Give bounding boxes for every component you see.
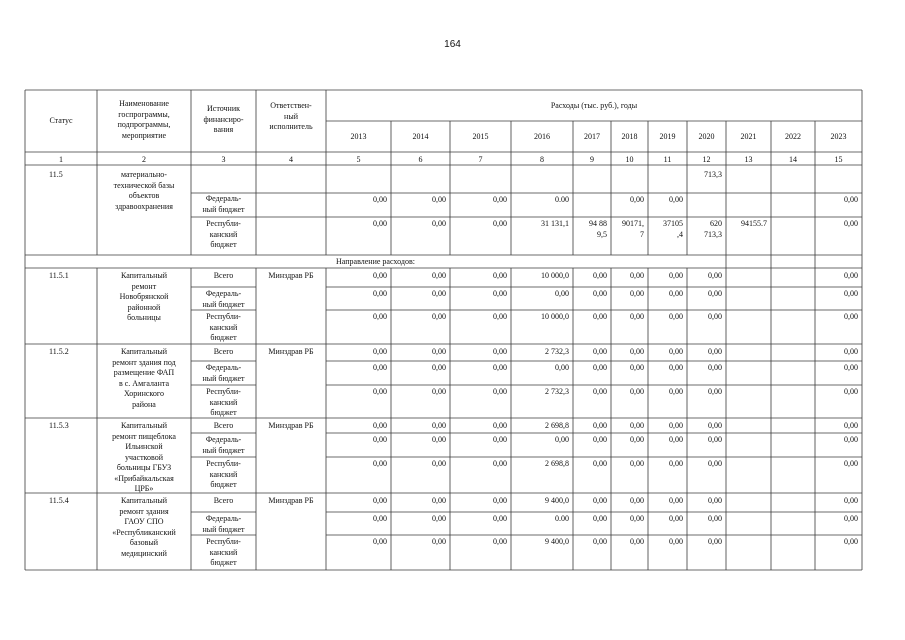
value-cell: 0,00 (593, 271, 607, 280)
header-executor: ный (284, 111, 298, 121)
row-name: Капитальный (120, 496, 168, 505)
value-cell: 0.00 (555, 514, 569, 523)
row-name: Хоринского (124, 389, 164, 398)
value-cell: 10 000,0 (541, 312, 569, 321)
row-status: 11.5.2 (49, 347, 69, 356)
value-cell: 0.00 (555, 195, 569, 204)
header-year: 2015 (472, 132, 489, 141)
source-federal: ный бюджет (202, 373, 245, 383)
source-total: Всего (213, 496, 234, 505)
source-federal: ный бюджет (202, 524, 245, 534)
value-cell: 0,00 (669, 435, 683, 444)
value-cell: 0,00 (493, 387, 507, 396)
value-cell: 0,00 (593, 496, 607, 505)
value-cell: 0,00 (669, 496, 683, 505)
row-name: ЦРБ» (134, 484, 154, 493)
page-number: 164 (444, 39, 461, 50)
value-cell: 0,00 (630, 496, 644, 505)
value-cell: 0,00 (555, 363, 569, 372)
value-cell: 0,00 (432, 271, 446, 280)
value-cell: 0,00 (708, 271, 722, 280)
column-number: 8 (540, 155, 544, 164)
source-total: Всего (213, 347, 234, 356)
value-cell: 9,5 (597, 229, 607, 239)
value-cell: 0,00 (432, 387, 446, 396)
source-federal: Федераль- (205, 289, 242, 298)
row-name: «Республиканский (112, 527, 176, 537)
value-cell: 0,00 (708, 459, 722, 468)
value-cell: 713,3 (704, 229, 722, 239)
value-cell: 713,3 (704, 170, 722, 179)
row-name: технической базы (113, 180, 175, 190)
value-cell: 0,00 (669, 459, 683, 468)
value-cell: 0,00 (669, 271, 683, 280)
value-cell: 0,00 (593, 347, 607, 356)
value-cell: 7 (640, 229, 644, 239)
value-cell: 0,00 (555, 289, 569, 298)
value-cell: 0,00 (593, 387, 607, 396)
header-year: 2020 (698, 132, 715, 141)
value-cell: 0,00 (593, 514, 607, 523)
header-year: 2022 (785, 132, 801, 141)
value-cell: 0,00 (708, 435, 722, 444)
source-republic: Республи- (206, 459, 241, 468)
row-name: размещение ФАП (113, 368, 175, 377)
value-cell: 0,00 (844, 363, 858, 372)
source-federal: ный бюджет (202, 299, 245, 309)
header-year: 2013 (350, 132, 367, 141)
column-number: 3 (221, 155, 226, 164)
column-number: 6 (418, 155, 423, 164)
source-republic: канский (209, 322, 238, 332)
source-republic: Республи- (206, 387, 241, 396)
row-name: здравоохранения (115, 201, 173, 211)
value-cell: 2 698,8 (545, 421, 569, 430)
row-executor: Минздрав РБ (268, 271, 314, 280)
source-federal: Федераль- (205, 194, 242, 203)
value-cell: 0,00 (669, 421, 683, 430)
value-cell: 94155.7 (741, 219, 767, 228)
value-cell: 0,00 (493, 312, 507, 321)
source-republic: канский (209, 469, 238, 479)
value-cell: 0,00 (432, 514, 446, 523)
row-name: больницы (127, 313, 161, 322)
value-cell: 0,00 (844, 421, 858, 430)
value-cell: 0,00 (844, 219, 858, 228)
header-year: 2021 (740, 132, 757, 141)
source-federal: ный бюджет (202, 445, 245, 455)
value-cell: 0,00 (373, 289, 387, 298)
row-name: в с. Амгаланта (118, 378, 170, 388)
header-year: 2017 (584, 132, 600, 141)
source-republic: бюджет (210, 558, 237, 567)
value-cell: 0,00 (844, 514, 858, 523)
header-source: вания (213, 125, 234, 134)
value-cell: 0,00 (432, 496, 446, 505)
value-cell: 0,00 (373, 387, 387, 396)
row-name: Капитальный (120, 271, 168, 280)
source-republic: бюджет (210, 333, 237, 342)
value-cell: 0,00 (630, 459, 644, 468)
value-cell: 2 698,8 (545, 459, 569, 468)
value-cell: 0,00 (844, 312, 858, 321)
value-cell: 0,00 (630, 271, 644, 280)
header-source: Источник (207, 104, 240, 113)
value-cell: 0,00 (844, 496, 858, 505)
column-number: 1 (59, 155, 63, 164)
header-executor: Ответствен- (270, 101, 312, 110)
value-cell: 0,00 (432, 537, 446, 546)
value-cell: 0,00 (593, 312, 607, 321)
value-cell: 0,00 (593, 289, 607, 298)
value-cell: 0,00 (432, 459, 446, 468)
value-cell: 0,00 (593, 435, 607, 444)
value-cell: 0,00 (669, 537, 683, 546)
value-cell: 0,00 (493, 271, 507, 280)
value-cell: 0,00 (844, 537, 858, 546)
value-cell: 0,00 (708, 289, 722, 298)
row-status: 11.5.3 (49, 421, 69, 430)
value-cell: 0,00 (708, 347, 722, 356)
value-cell: 0,00 (844, 347, 858, 356)
row-status: 11.5.1 (49, 271, 69, 280)
source-republic: Республи- (206, 219, 241, 228)
value-cell: 0,00 (844, 459, 858, 468)
source-republic: канский (209, 397, 238, 407)
value-cell: 0,00 (630, 312, 644, 321)
header-status: Статус (49, 116, 73, 125)
value-cell: 0,00 (708, 514, 722, 523)
value-cell: 0,00 (593, 459, 607, 468)
value-cell: 0,00 (708, 312, 722, 321)
row-name: района (132, 399, 156, 409)
row-name: Ильинской (125, 442, 163, 451)
direction-label: Направление расходов: (336, 257, 415, 266)
value-cell: 0,00 (493, 496, 507, 505)
row-name: ремонт здания (119, 506, 169, 516)
source-republic: бюджет (210, 408, 237, 417)
column-number: 10 (625, 155, 634, 164)
value-cell: 0,00 (432, 347, 446, 356)
value-cell: 0,00 (593, 421, 607, 430)
row-name: Новобрянской (119, 292, 169, 301)
value-cell: 0,00 (669, 195, 683, 204)
header-executor: исполнитель (269, 122, 313, 131)
source-republic: бюджет (210, 240, 237, 249)
value-cell: 0,00 (432, 195, 446, 204)
column-number: 2 (142, 155, 146, 164)
value-cell: 10 000,0 (541, 271, 569, 280)
row-name: «Прибайкальская (114, 473, 174, 483)
value-cell: 0,00 (844, 289, 858, 298)
value-cell: 0,00 (555, 435, 569, 444)
value-cell: 2 732,3 (545, 387, 569, 396)
value-cell: 0,00 (708, 387, 722, 396)
value-cell: 0,00 (432, 435, 446, 444)
row-executor: Минздрав РБ (268, 496, 314, 505)
value-cell: 620 (710, 219, 722, 228)
column-number: 14 (789, 155, 797, 164)
value-cell: 0,00 (630, 289, 644, 298)
row-name: медицинский (121, 548, 167, 558)
header-year: 2016 (534, 132, 550, 141)
row-executor: Минздрав РБ (268, 421, 314, 430)
value-cell: 2 732,3 (545, 347, 569, 356)
value-cell: 0,00 (493, 421, 507, 430)
row-name: районной (127, 302, 161, 312)
value-cell: 0,00 (373, 271, 387, 280)
source-federal: ный бюджет (202, 204, 245, 214)
row-executor: Минздрав РБ (268, 347, 314, 356)
header-name: мероприятие (121, 130, 167, 140)
value-cell: 0,00 (630, 195, 644, 204)
value-cell: 0,00 (593, 537, 607, 546)
header-year: 2023 (830, 132, 847, 141)
source-republic: бюджет (210, 480, 237, 489)
value-cell: 0,00 (493, 363, 507, 372)
source-federal: Федераль- (205, 363, 242, 372)
row-name: объектов (128, 191, 160, 200)
header-year: 2018 (621, 132, 638, 141)
header-expenses: Расходы (тыс. руб.), годы (550, 101, 638, 110)
value-cell: 0,00 (432, 219, 446, 228)
value-cell: 0,00 (708, 496, 722, 505)
value-cell: 0,00 (373, 347, 387, 356)
row-name: Капитальный (120, 347, 168, 356)
source-republic: Республи- (206, 312, 241, 321)
value-cell: 9 400,0 (545, 496, 569, 505)
row-name: ремонт (131, 281, 157, 291)
value-cell: 0,00 (493, 195, 507, 204)
row-name: участковой (124, 452, 164, 462)
value-cell: 0,00 (373, 496, 387, 505)
source-federal: Федераль- (205, 435, 242, 444)
value-cell: ,4 (677, 229, 683, 239)
value-cell: 0,00 (669, 514, 683, 523)
value-cell: 0,00 (493, 219, 507, 228)
value-cell: 94 88 (589, 219, 607, 228)
value-cell: 37105 (663, 219, 683, 228)
value-cell: 0,00 (493, 435, 507, 444)
value-cell: 0,00 (432, 289, 446, 298)
row-status: 11.5 (49, 170, 63, 179)
source-republic: канский (209, 547, 238, 557)
value-cell: 31 131,1 (541, 219, 569, 228)
header-name: подпрограммы, (117, 120, 171, 129)
value-cell: 0,00 (630, 387, 644, 396)
row-status: 11.5.4 (49, 496, 69, 505)
value-cell: 0,00 (630, 435, 644, 444)
header-year: 2014 (412, 132, 429, 141)
column-number: 7 (478, 155, 483, 164)
value-cell: 0,00 (708, 421, 722, 430)
row-name: ремонт здания под (112, 357, 176, 367)
column-number: 11 (663, 155, 672, 164)
value-cell: 0,00 (373, 459, 387, 468)
row-name: Капитальный (120, 421, 168, 430)
column-number: 5 (356, 155, 361, 164)
value-cell: 0,00 (844, 271, 858, 280)
row-name: ремонт пищеблока (112, 431, 176, 441)
value-cell: 0,00 (708, 363, 722, 372)
value-cell: 0,00 (373, 435, 387, 444)
value-cell: 0,00 (432, 363, 446, 372)
value-cell: 0,00 (630, 514, 644, 523)
header-source: финансиро- (203, 114, 244, 124)
header-year: 2019 (659, 132, 676, 141)
column-number: 13 (744, 155, 753, 164)
column-number: 9 (590, 155, 594, 164)
value-cell: 0,00 (630, 347, 644, 356)
source-total: Всего (213, 271, 234, 280)
value-cell: 0,00 (432, 421, 446, 430)
value-cell: 0,00 (630, 421, 644, 430)
value-cell: 0,00 (493, 514, 507, 523)
row-name: базовый (129, 538, 159, 547)
row-name: ГАОУ СПО (124, 517, 164, 526)
source-federal: Федераль- (205, 514, 242, 523)
value-cell: 0,00 (669, 312, 683, 321)
column-number: 12 (702, 155, 711, 164)
value-cell: 0,00 (844, 195, 858, 204)
value-cell: 0,00 (669, 387, 683, 396)
value-cell: 0,00 (493, 289, 507, 298)
value-cell: 0,00 (669, 289, 683, 298)
value-cell: 0,00 (630, 363, 644, 372)
value-cell: 0,00 (493, 459, 507, 468)
value-cell: 0,00 (373, 195, 387, 204)
value-cell: 90171, (622, 219, 644, 228)
header-name: Наименование (119, 99, 169, 108)
value-cell: 0,00 (593, 363, 607, 372)
value-cell: 0,00 (844, 435, 858, 444)
value-cell: 0,00 (373, 219, 387, 228)
value-cell: 0,00 (373, 312, 387, 321)
value-cell: 0,00 (844, 387, 858, 396)
source-republic: Республи- (206, 537, 241, 546)
source-total: Всего (213, 421, 234, 430)
value-cell: 0,00 (373, 421, 387, 430)
value-cell: 0,00 (373, 363, 387, 372)
value-cell: 0,00 (373, 514, 387, 523)
value-cell: 0,00 (669, 347, 683, 356)
value-cell: 0,00 (630, 537, 644, 546)
value-cell: 0,00 (493, 537, 507, 546)
value-cell: 0,00 (373, 537, 387, 546)
column-number: 4 (289, 155, 293, 164)
row-name: материально- (121, 170, 167, 179)
value-cell: 0,00 (432, 312, 446, 321)
column-number: 15 (834, 155, 843, 164)
value-cell: 0,00 (669, 363, 683, 372)
row-name: больницы ГБУЗ (116, 463, 172, 472)
source-republic: канский (209, 229, 238, 239)
value-cell: 0,00 (493, 347, 507, 356)
header-name: госпрограммы, (118, 109, 170, 119)
value-cell: 0,00 (708, 537, 722, 546)
value-cell: 9 400,0 (545, 537, 569, 546)
